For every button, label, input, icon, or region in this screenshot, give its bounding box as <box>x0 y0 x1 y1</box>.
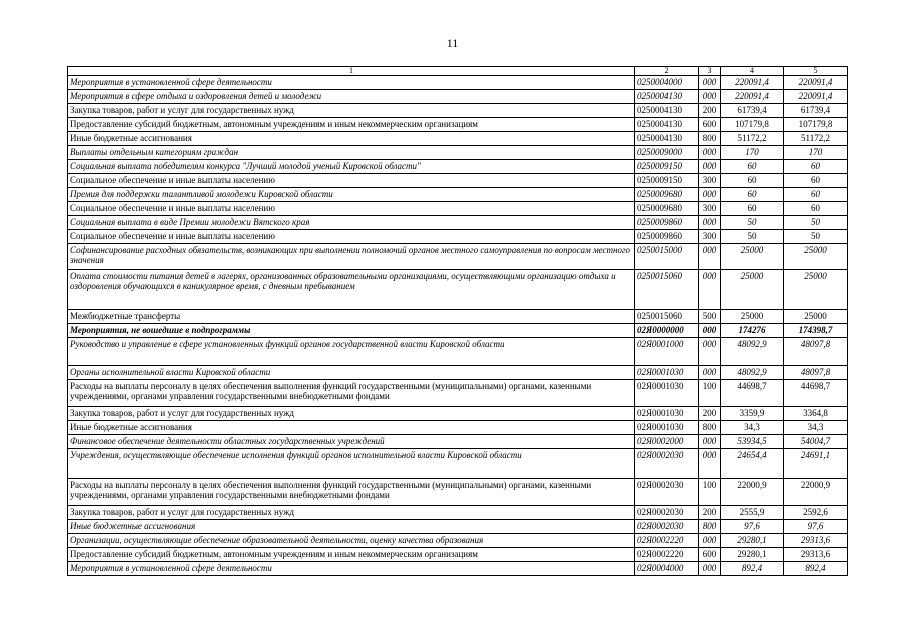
row-name-cell: Софинансирование расходных обязательств, возникающих при выполнении полномочий органов местного самоуправления по вопросам местного значения <box>68 244 635 270</box>
row-value-cell: 60 <box>784 174 848 188</box>
row-value-cell: 170 <box>784 146 848 160</box>
page-number: 11 <box>446 36 459 50</box>
row-name-cell: Предоставление субсидий бюджетным, автономным учреждениям и иным некоммерческим организациям <box>68 548 635 562</box>
row-code-cell: 0250015060 <box>635 270 699 310</box>
row-value-cell: 60 <box>784 160 848 174</box>
row-value-cell: 44698,7 <box>721 380 784 407</box>
row-code-cell: 0250015000 <box>635 244 699 270</box>
row-code-cell: 02Я0002000 <box>635 435 699 449</box>
row-value-cell: 2592,6 <box>784 506 848 520</box>
row-code-cell: 0250004000 <box>635 76 699 90</box>
table-row <box>68 230 848 244</box>
table-row <box>68 188 848 202</box>
header-cell: 1 <box>68 67 635 76</box>
row-type-cell: 000 <box>699 449 721 479</box>
row-value-cell: 25000 <box>784 244 848 270</box>
row-code-cell: 02Я0001030 <box>635 380 699 407</box>
row-value-cell: 3359,9 <box>721 407 784 421</box>
row-value-cell: 107179,8 <box>784 118 848 132</box>
row-type-cell: 800 <box>699 520 721 534</box>
header-cell: 5 <box>784 67 848 76</box>
table-row <box>68 244 848 270</box>
table-row <box>68 506 848 520</box>
row-type-cell: 200 <box>699 407 721 421</box>
row-value-cell: 29313,6 <box>784 534 848 548</box>
table-header-row <box>68 67 848 76</box>
row-value-cell: 220091,4 <box>721 76 784 90</box>
table-row <box>68 380 848 407</box>
row-value-cell: 60 <box>721 188 784 202</box>
row-name-cell: Закупка товаров, работ и услуг для государственных нужд <box>68 407 635 421</box>
row-value-cell: 50 <box>721 216 784 230</box>
table-row <box>68 146 848 160</box>
row-value-cell: 24691,1 <box>784 449 848 479</box>
row-code-cell: 0250009000 <box>635 146 699 160</box>
row-name-cell: Руководство и управление в сфере установленных функций органов государственной власти Кировской области <box>68 338 635 366</box>
row-value-cell: 54004,7 <box>784 435 848 449</box>
table-row <box>68 421 848 435</box>
row-type-cell: 000 <box>699 435 721 449</box>
row-code-cell: 0250009860 <box>635 216 699 230</box>
row-value-cell: 97,6 <box>784 520 848 534</box>
row-value-cell: 50 <box>721 230 784 244</box>
row-name-cell: Органы исполнительной власти Кировской области <box>68 366 635 380</box>
row-value-cell: 25000 <box>784 310 848 324</box>
row-type-cell: 500 <box>699 310 721 324</box>
row-name-cell: Оплата стоимости питания детей в лагерях, организованных образовательными организациями, осуществляющими организацию отдыха и оздоровления обучающихся в каникулярное время, с дневным пребыванием <box>68 270 635 310</box>
row-code-cell: 02Я0001030 <box>635 421 699 435</box>
row-type-cell: 200 <box>699 104 721 118</box>
row-value-cell: 25000 <box>721 310 784 324</box>
row-value-cell: 60 <box>721 174 784 188</box>
row-value-cell: 29313,6 <box>784 548 848 562</box>
row-name-cell: Социальное обеспечение и иные выплаты населению <box>68 202 635 216</box>
row-type-cell: 000 <box>699 90 721 104</box>
row-code-cell: 02Я0002030 <box>635 479 699 506</box>
row-code-cell: 0250004130 <box>635 104 699 118</box>
row-name-cell: Социальное обеспечение и иные выплаты населению <box>68 174 635 188</box>
table-row <box>68 174 848 188</box>
row-value-cell: 174276 <box>721 324 784 338</box>
row-value-cell: 34,3 <box>721 421 784 435</box>
row-name-cell: Социальное обеспечение и иные выплаты населению <box>68 230 635 244</box>
row-value-cell: 220091,4 <box>721 90 784 104</box>
row-type-cell: 300 <box>699 230 721 244</box>
row-value-cell: 220091,4 <box>784 90 848 104</box>
row-value-cell: 61739,4 <box>721 104 784 118</box>
row-name-cell: Иные бюджетные ассигнования <box>68 132 635 146</box>
row-value-cell: 2555,9 <box>721 506 784 520</box>
header-cell: 4 <box>721 67 784 76</box>
row-name-cell: Выплаты отдельным категориям граждан <box>68 146 635 160</box>
row-type-cell: 000 <box>699 562 721 576</box>
row-code-cell: 0250015060 <box>635 310 699 324</box>
row-name-cell: Закупка товаров, работ и услуг для государственных нужд <box>68 104 635 118</box>
budget-table <box>67 66 848 576</box>
row-name-cell: Иные бюджетные ассигнования <box>68 520 635 534</box>
table-row <box>68 449 848 479</box>
row-name-cell: Иные бюджетные ассигнования <box>68 421 635 435</box>
table-row <box>68 132 848 146</box>
row-code-cell: 02Я0001030 <box>635 366 699 380</box>
row-name-cell: Организации, осуществляющие обеспечение образовательной деятельности, оценку качества образования <box>68 534 635 548</box>
table-row <box>68 160 848 174</box>
row-value-cell: 53934,5 <box>721 435 784 449</box>
row-name-cell: Мероприятия в установленной сфере деятельности <box>68 562 635 576</box>
table-row <box>68 479 848 506</box>
row-type-cell: 000 <box>699 76 721 90</box>
row-name-cell: Учреждения, осуществляющие обеспечение исполнения функций органов исполнительной власти Кировской области <box>68 449 635 479</box>
row-value-cell: 892,4 <box>721 562 784 576</box>
row-value-cell: 3364,8 <box>784 407 848 421</box>
header-cell: 3 <box>699 67 721 76</box>
row-name-cell: Межбюджетные трансферты <box>68 310 635 324</box>
table-row <box>68 216 848 230</box>
row-type-cell: 000 <box>699 324 721 338</box>
row-value-cell: 51172,2 <box>721 132 784 146</box>
row-name-cell: Социальная выплата в виде Премии молодежи Вятского края <box>68 216 635 230</box>
table-row <box>68 202 848 216</box>
row-type-cell: 600 <box>699 548 721 562</box>
row-value-cell: 22000,9 <box>721 479 784 506</box>
row-value-cell: 48097,8 <box>784 366 848 380</box>
table-row <box>68 366 848 380</box>
row-code-cell: 0250009150 <box>635 174 699 188</box>
row-name-cell: Социальная выплата победителям конкурса "Лучший молодой ученый Кировской области" <box>68 160 635 174</box>
row-type-cell: 100 <box>699 380 721 407</box>
row-name-cell: Расходы на выплаты персоналу в целях обеспечения выполнения функций государственными (муниципальными) органами, казенными учреждениями, органами управления государственными внебюджетными фондами <box>68 380 635 407</box>
row-code-cell: 02Я0002030 <box>635 520 699 534</box>
row-value-cell: 174398,7 <box>784 324 848 338</box>
table-row <box>68 407 848 421</box>
row-code-cell: 02Я0004000 <box>635 562 699 576</box>
row-name-cell: Мероприятия в установленной сфере деятельности <box>68 76 635 90</box>
row-name-cell: Премия для поддержки талантливой молодежи Кировской области <box>68 188 635 202</box>
row-code-cell: 02Я0002220 <box>635 534 699 548</box>
table-row <box>68 534 848 548</box>
row-type-cell: 800 <box>699 421 721 435</box>
row-name-cell: Мероприятия, не вошедшие в подпрограммы <box>68 324 635 338</box>
row-name-cell: Финансовое обеспечение деятельности областных государственных учреждений <box>68 435 635 449</box>
row-code-cell: 0250009150 <box>635 160 699 174</box>
row-value-cell: 34,3 <box>784 421 848 435</box>
row-code-cell: 02Я0002030 <box>635 506 699 520</box>
row-code-cell: 02Я0000000 <box>635 324 699 338</box>
row-value-cell: 97,6 <box>721 520 784 534</box>
table-row <box>68 520 848 534</box>
row-value-cell: 220091,4 <box>784 76 848 90</box>
row-type-cell: 000 <box>699 534 721 548</box>
row-code-cell: 0250004130 <box>635 90 699 104</box>
row-name-cell: Расходы на выплаты персоналу в целях обеспечения выполнения функций государственными (муниципальными) органами, казенными учреждениями, органами управления государственными внебюджетными фондами <box>68 479 635 506</box>
row-type-cell: 800 <box>699 132 721 146</box>
row-code-cell: 02Я0001030 <box>635 407 699 421</box>
row-type-cell: 000 <box>699 270 721 310</box>
row-value-cell: 25000 <box>721 270 784 310</box>
row-value-cell: 48092,9 <box>721 338 784 366</box>
table-row <box>68 338 848 366</box>
row-value-cell: 170 <box>721 146 784 160</box>
row-type-cell: 600 <box>699 118 721 132</box>
row-value-cell: 60 <box>721 160 784 174</box>
row-value-cell: 107179,8 <box>721 118 784 132</box>
row-value-cell: 60 <box>784 188 848 202</box>
row-code-cell: 02Я0002030 <box>635 449 699 479</box>
row-type-cell: 000 <box>699 366 721 380</box>
row-value-cell: 48092,9 <box>721 366 784 380</box>
row-type-cell: 000 <box>699 338 721 366</box>
row-code-cell: 0250004130 <box>635 132 699 146</box>
table-row <box>68 270 848 310</box>
row-code-cell: 0250009680 <box>635 202 699 216</box>
table-row <box>68 118 848 132</box>
row-type-cell: 000 <box>699 244 721 270</box>
table-row <box>68 435 848 449</box>
table-row <box>68 562 848 576</box>
row-type-cell: 100 <box>699 479 721 506</box>
row-name-cell: Закупка товаров, работ и услуг для государственных нужд <box>68 506 635 520</box>
row-value-cell: 29280,1 <box>721 548 784 562</box>
table-row <box>68 104 848 118</box>
row-type-cell: 000 <box>699 188 721 202</box>
row-code-cell: 0250009860 <box>635 230 699 244</box>
row-value-cell: 24654,4 <box>721 449 784 479</box>
row-name-cell: Мероприятия в сфере отдыха и оздоровления детей и молодежи <box>68 90 635 104</box>
table-row <box>68 90 848 104</box>
row-value-cell: 50 <box>784 230 848 244</box>
row-value-cell: 60 <box>784 202 848 216</box>
row-value-cell: 44698,7 <box>784 380 848 407</box>
row-value-cell: 22000,9 <box>784 479 848 506</box>
row-type-cell: 000 <box>699 216 721 230</box>
row-type-cell: 300 <box>699 202 721 216</box>
table-row <box>68 310 848 324</box>
row-value-cell: 48097,8 <box>784 338 848 366</box>
row-value-cell: 51172,2 <box>784 132 848 146</box>
row-type-cell: 300 <box>699 174 721 188</box>
row-name-cell: Предоставление субсидий бюджетным, автономным учреждениям и иным некоммерческим организациям <box>68 118 635 132</box>
row-code-cell: 02Я0002220 <box>635 548 699 562</box>
row-value-cell: 60 <box>721 202 784 216</box>
row-value-cell: 29280,1 <box>721 534 784 548</box>
row-type-cell: 200 <box>699 506 721 520</box>
row-value-cell: 892,4 <box>784 562 848 576</box>
row-code-cell: 0250009680 <box>635 188 699 202</box>
header-cell: 2 <box>635 67 699 76</box>
row-value-cell: 25000 <box>784 270 848 310</box>
row-value-cell: 50 <box>784 216 848 230</box>
table-row <box>68 324 848 338</box>
table-row <box>68 548 848 562</box>
row-type-cell: 000 <box>699 160 721 174</box>
table-row <box>68 76 848 90</box>
row-code-cell: 02Я0001000 <box>635 338 699 366</box>
row-type-cell: 000 <box>699 146 721 160</box>
row-value-cell: 61739,4 <box>784 104 848 118</box>
row-code-cell: 0250004130 <box>635 118 699 132</box>
row-value-cell: 25000 <box>721 244 784 270</box>
